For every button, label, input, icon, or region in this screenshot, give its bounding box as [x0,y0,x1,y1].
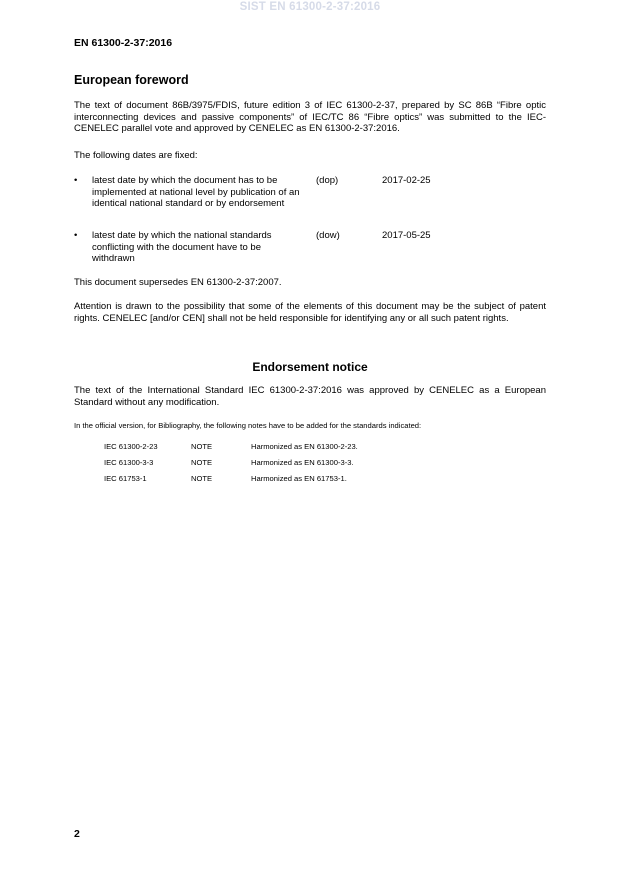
official-version-note: In the official version, for Bibliography, the following notes have to be added for the standards indicated: [74,421,422,430]
note-text: Harmonized as EN 61300-3-3. [251,458,354,467]
bibliography-note-row [104,458,464,474]
foreword-intro-paragraph: The text of document 86B/3975/FDIS, future edition 3 of IEC 61300-2-37, prepared by SC 86B “Fibre optic interconnecting devices and passive components” of IEC/TC 86 “Fibre optics” was submitted to the IEC-CENELEC parallel vote and approved by CENELEC as EN 61300-2-37:2016. [74,100,546,135]
note-text: Harmonized as EN 61300-2-23. [251,442,358,451]
supersedes-paragraph: This document supersedes EN 61300-2-37:2007. [74,277,282,288]
date-abbreviation: (dop) [316,175,339,186]
document-id-header: EN 61300-2-37:2016 [74,37,173,49]
bibliography-notes-list [104,442,464,490]
date-description: latest date by which the national standards conflicting with the document have to be withdrawn [92,230,272,264]
date-value: 2017-05-25 [382,230,431,241]
bibliography-note-row [104,474,464,490]
note-label: NOTE [191,458,213,467]
dates-intro-paragraph: The following dates are fixed: [74,150,198,161]
bullet-icon: • [74,230,78,241]
endorsement-paragraph: The text of the International Standard IEC 61300-2-37:2016 was approved by CENELEC as a European Standard without any modification. [74,385,546,408]
bullet-icon: • [74,175,78,186]
date-value: 2017-02-25 [382,175,431,186]
patent-attention-paragraph: Attention is drawn to the possibility that some of the elements of this document may be the subject of patent rights. CENELEC [and/or CEN] shall not be held responsible for identifying any or all such patent rights. [74,301,546,324]
note-standard: IEC 61753-1 [104,474,147,483]
note-standard: IEC 61300-3-3 [104,458,154,467]
foreword-heading: European foreword [74,73,189,87]
date-abbreviation: (dow) [316,230,340,241]
bibliography-note-row [104,442,464,458]
page-number: 2 [74,828,80,840]
endorsement-heading: Endorsement notice [252,360,368,374]
note-text: Harmonized as EN 61753-1. [251,474,347,483]
note-standard: IEC 61300-2-23 [104,442,158,451]
note-label: NOTE [191,474,213,483]
watermark-text: SIST EN 61300-2-37:2016 [239,1,381,13]
date-description: latest date by which the document has to be implemented at national level by publication of an identical national standard or by endorsement [92,175,300,209]
note-label: NOTE [191,442,213,451]
